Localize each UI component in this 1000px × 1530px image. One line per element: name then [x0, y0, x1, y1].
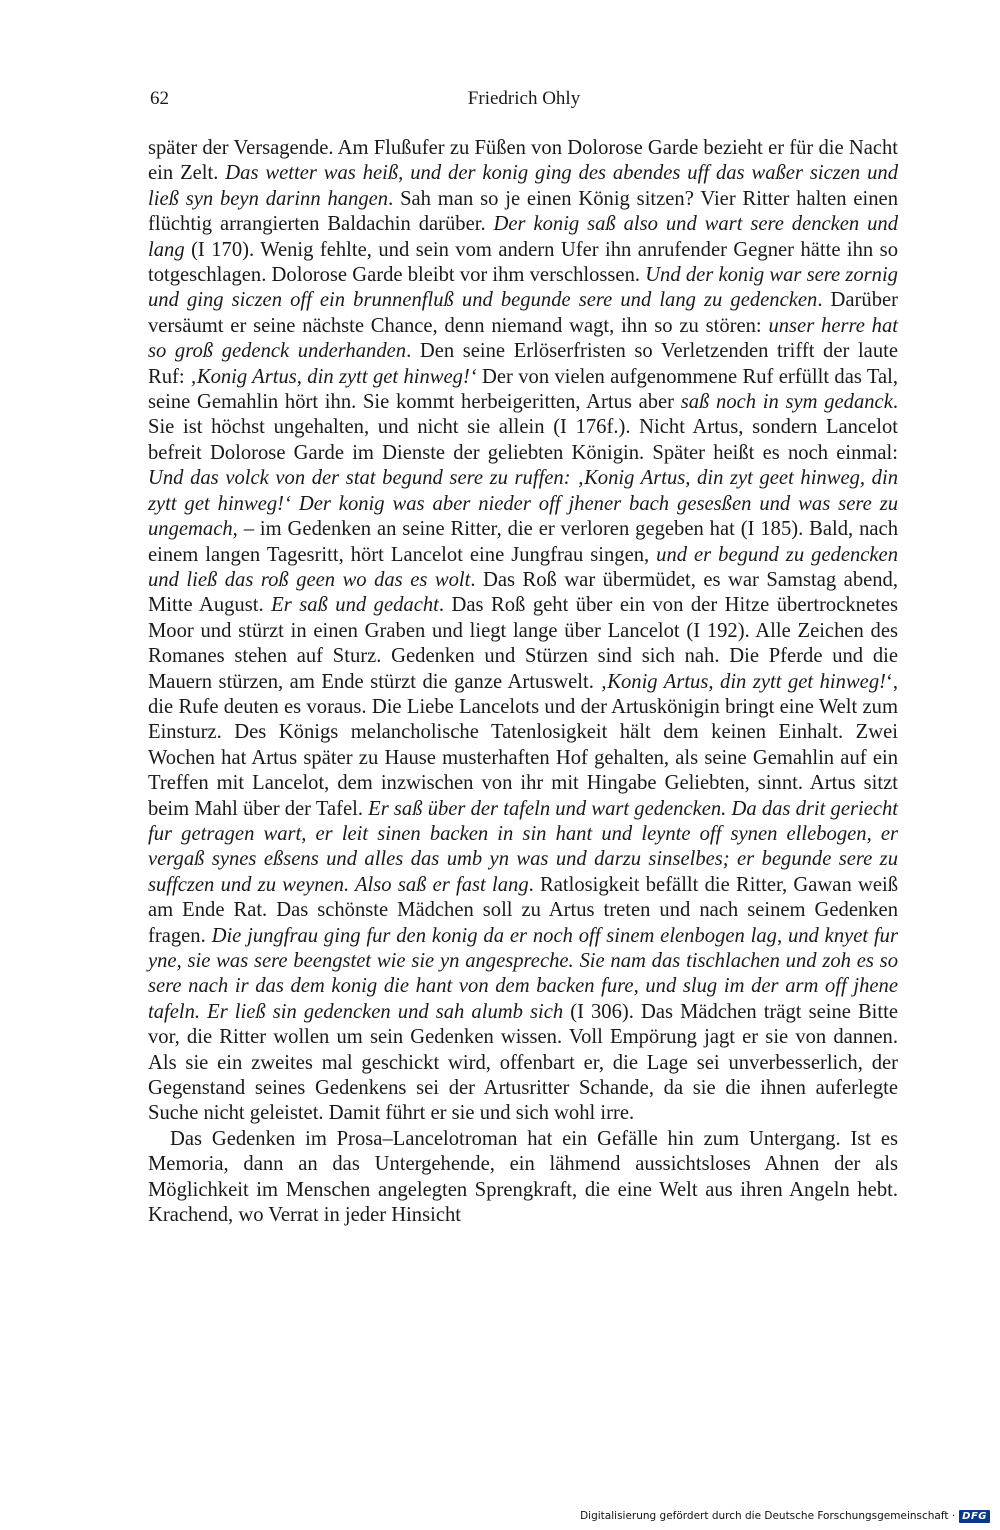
paragraph-1	[148, 136, 898, 1127]
text-run: . Sie ist höchst ungehalten, und nicht sie allein (I 176f.). Nicht Artus, sondern Lancelot befreit Dolorose Garde im Dienste der geliebten Königin. Später heißt es noch einmal:	[148, 391, 898, 464]
text-run: . Ratlosigkeit befällt die Ritter, Gawan weiß am Ende Rat. Das schönste Mädchen soll zu Artus treten und nach seinem Gedenken fragen.	[148, 873, 898, 947]
quotation-run: saß noch in sym gedanck	[680, 391, 893, 414]
dfg-logo: DFG	[959, 1510, 990, 1523]
quotation-run: Und das volck von der stat begund sere zu ruffen: ‚Konig Artus, din zyt geet hinweg, din zytt get hinweg!‘ Der konig was aber nieder off jhener bach gesesßen und was sere zu ungemach	[148, 467, 898, 541]
text-run: . Das Roß geht über ein von der Hitze übertrocknetes Moor und stürzt in einen Graben und liegt lange über Lancelot (I 192). Alle Zeichen des Romanes stehen auf Sturz. Gedenken und Stürzen sind sich nah. Die Pferde und die Mauern stürzen, am Ende stürzt die ganze Artuswelt.	[148, 594, 898, 693]
text-run: . Darüber versäumt er seine nächste Chance, denn niemand wagt, ihn so zu stören:	[148, 289, 899, 337]
text-run: . Das Roß war übermüdet, es war Samstag abend, Mitte August.	[148, 568, 898, 617]
page-header	[150, 88, 898, 118]
text-run: ‘, die Rufe deuten es voraus. Die Liebe Lancelots und der Artuskönigin bringt eine Welt zum Einsturz. Des Königs melancholische Tatenlosigkeit hält dem keinen Einhalt. Zwei Wochen hat Artus später zu Hause musterhaften Hof gehalten, als seine Gemahlin auf ein Treffen mit Lancelot, dem inzwischen von ihr mit Hingabe Geliebten, sinnt. Artus sitzt beim Mahl über der Tafel.	[148, 670, 898, 820]
text-run: . Sah man so je einen König sitzen? Vier Ritter halten einen flüchtig arrangierten Baldachin darüber.	[148, 187, 898, 236]
paragraph-2	[148, 1127, 898, 1229]
quotation-run: Die jungfrau ging fur den konig da er noch off sinem elenbogen lag, und knyet fur yne, sie was sere beengstet wie sie yn angespreche. Sie nam das tischlachen und zoh es so sere nach ir das dem konig die hant von dem backen fure, und slug im der arm off jhene tafeln. Er ließ sin gedencken und sah alumb sich	[148, 924, 898, 1023]
quotation-run: und er begund zu gedencken und ließ das roß geen wo das es wolt	[148, 543, 898, 591]
quotation-run: ‚Konig Artus, din zytt get hinweg!	[600, 670, 886, 693]
text-run: . Den seine Erlöserfristen so Verletzenden trifft der laute Ruf:	[148, 340, 898, 388]
digitization-footer	[580, 1506, 990, 1526]
quotation-run: Der konig saß also und wart sere dencken und lang	[148, 213, 899, 261]
digitization-note: Digitalisierung gefördert durch die Deutsche Forschungsgemeinschaft ·	[580, 1510, 956, 1522]
quotation-run: unser herre hat so groß gedenck underhanden	[148, 314, 899, 363]
quotation-run: Er saß über der tafeln und wart gedencken. Da das drit geriecht fur getragen wart, er leit sinen backen in sin hant und leynte off synen ellebogen, er vergaß synes eßsens und alles das umb yn was und darzu sinselbes; er begunde sere zu suffczen und zu weynen. Also saß er fast lang	[148, 797, 898, 896]
page-number: 62	[150, 88, 169, 109]
quotation-run: Er saß und gedacht	[271, 594, 439, 617]
text-run: Das Gedenken im Prosa–Lancelotroman hat ein Gefälle hin zum Untergang. Ist es Memoria, dann an das Untergehende, ein lähmend aussichtsloses Ahnen der als Möglichkeit im Menschen angelegten Sprengkraft, die eine Welt aus ihren Angeln hebt. Krachend, wo Verrat in jeder Hinsicht	[148, 1127, 898, 1227]
body-text	[148, 136, 898, 1228]
quotation-run: Und der konig war sere zornig und ging siczen off ein brunnenfluß und begunde sere und lang zu gedencken	[148, 264, 898, 312]
text-run: (I 306). Das Mädchen trägt seine Bitte vor, die Ritter wollen um sein Gedenken wissen. Voll Empörung jagt er sie von dannen. Als sie ein zweites mal geschickt wird, offenbart er, die Lage sei unverbesserlich, der Gegenstand seines Gedenkens sei der Artusritter Schande, da sie die ihnen auferlegte Suche nicht geleistet. Damit führt er sie und sich wohl irre.	[148, 1000, 898, 1125]
text-run: (I 170). Wenig fehlte, und sein vom andern Ufer ihn anrufender Gegner hätte ihn so totgeschlagen. Dolorose Garde bleibt vor ihm verschlossen.	[148, 238, 898, 287]
text-run: Der von vielen aufgenommene Ruf erfüllt das Tal, seine Gemahlin hört ihn. Sie kommt herbeigeritten, Artus aber	[148, 365, 898, 414]
quotation-run: Das wetter was heiß, und der konig ging des abendes uff das waßer siczen und ließ syn beyn darinn hangen	[148, 162, 898, 210]
quotation-run: ‚Konig Artus, din zytt get hinweg!‘	[189, 365, 477, 388]
running-title: Friedrich Ohly	[467, 88, 581, 109]
text-run: später der Versagende. Am Flußufer zu Füßen von Dolorose Garde bezieht er für die Nacht ein Zelt.	[148, 137, 898, 185]
text-run: , – im Gedenken an seine Ritter, die er verloren gegeben hat (I 185). Bald, nach einem langen Tagesritt, hört Lancelot eine Jungfrau singen,	[148, 518, 898, 566]
